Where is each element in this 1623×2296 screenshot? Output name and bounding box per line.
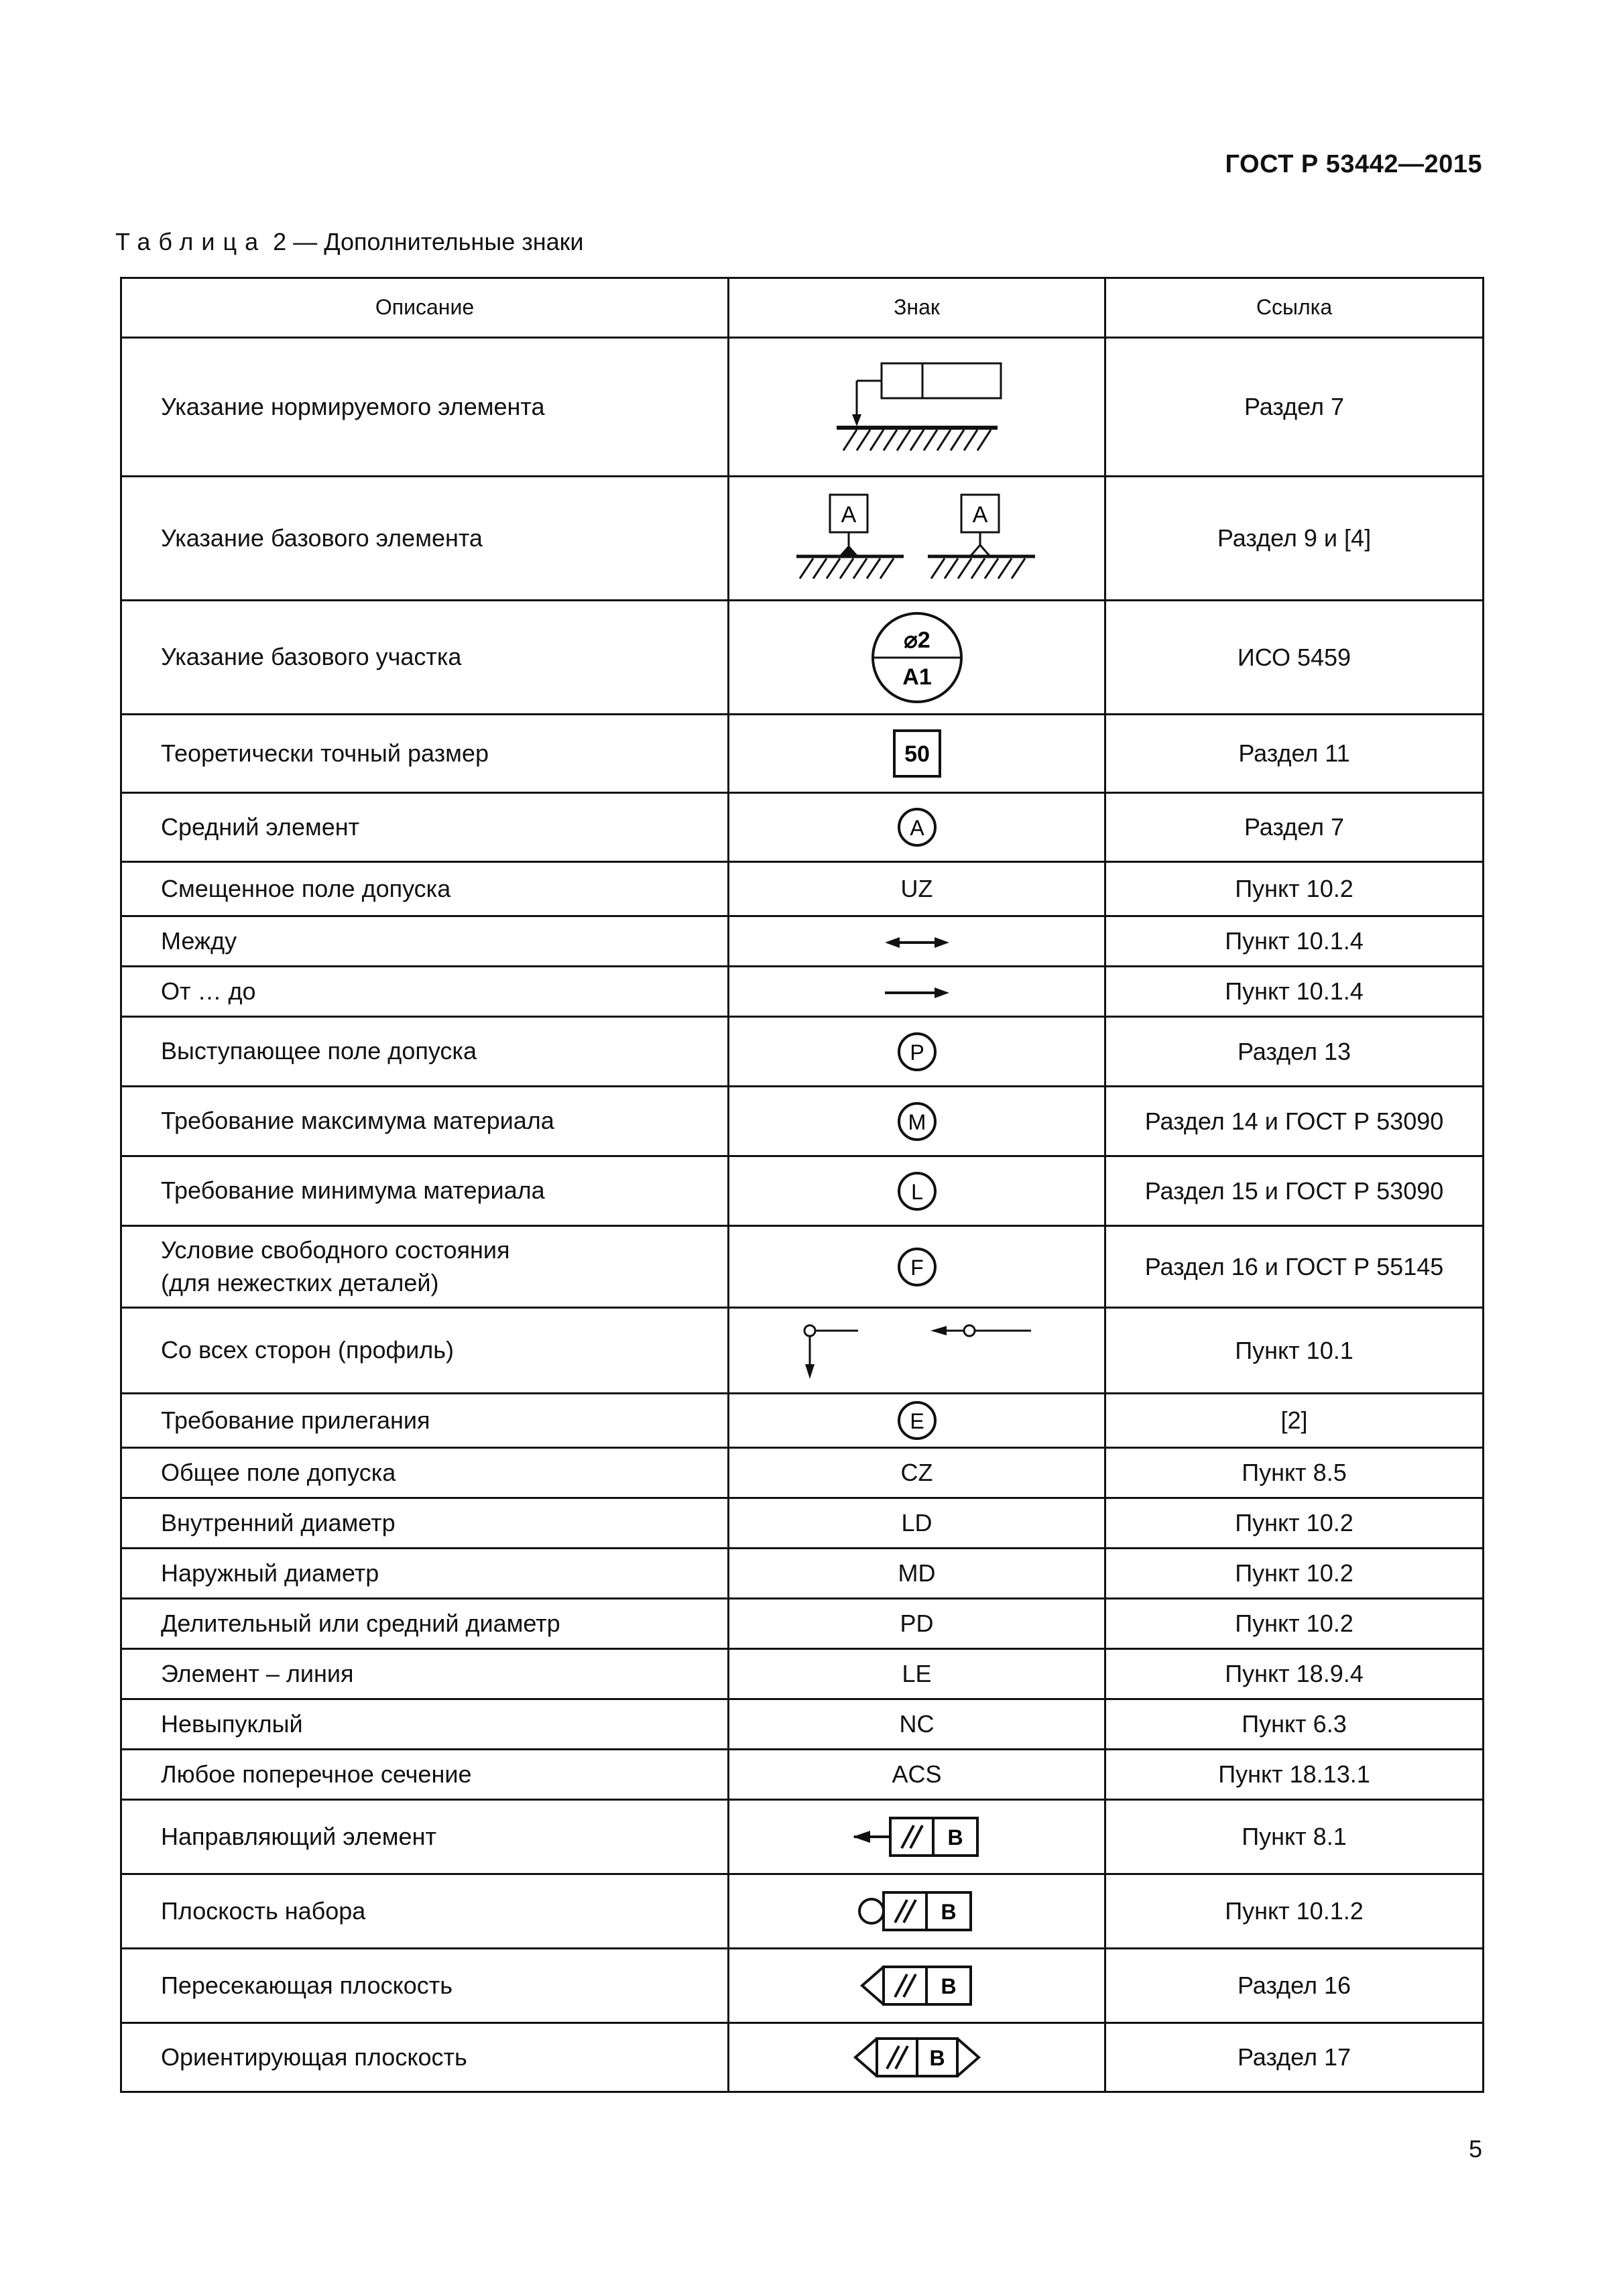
toleranced-feature-indicator-icon bbox=[830, 357, 1004, 457]
datum-letter: B bbox=[940, 1974, 957, 1998]
from-to-arrow-icon bbox=[884, 983, 951, 1003]
row-reference: Пункт 10.1 bbox=[1105, 1308, 1484, 1394]
row-description: Требование максимума материала bbox=[121, 1087, 729, 1156]
table-row bbox=[121, 793, 1484, 862]
row-sign bbox=[729, 1017, 1105, 1087]
row-description: Общее поле допуска bbox=[121, 1448, 729, 1498]
datum-target-label: A1 bbox=[902, 664, 932, 690]
row-sign bbox=[729, 916, 1105, 967]
row-reference: Пункт 6.3 bbox=[1105, 1699, 1484, 1750]
table-row bbox=[121, 1949, 1484, 2023]
column-header-description: Описание bbox=[121, 278, 729, 336]
row-description: Средний элемент bbox=[121, 793, 729, 862]
datum-letter: B bbox=[940, 1900, 957, 1924]
row-reference: Пункт 10.1.4 bbox=[1105, 967, 1484, 1017]
row-description: Невыпуклый bbox=[121, 1699, 729, 1750]
circled-letter: E bbox=[909, 1409, 924, 1433]
table-row bbox=[121, 715, 1484, 793]
collection-plane-icon bbox=[857, 1889, 977, 1933]
datum-feature-indicator-icon bbox=[790, 488, 1044, 589]
circled-letter: P bbox=[909, 1040, 924, 1065]
table-caption-title: Дополнительные знаки bbox=[324, 228, 584, 255]
row-description: Смещенное поле допуска bbox=[121, 862, 729, 916]
row-description: Между bbox=[121, 916, 729, 967]
datum-target-size: ⌀2 bbox=[903, 627, 930, 653]
table-row bbox=[121, 1308, 1484, 1394]
all-around-icon bbox=[796, 1317, 1038, 1384]
row-reference: Пункт 18.13.1 bbox=[1105, 1750, 1484, 1800]
table-row bbox=[121, 338, 1484, 477]
row-reference: Пункт 8.5 bbox=[1105, 1448, 1484, 1498]
row-description: Любое поперечное сечение bbox=[121, 1750, 729, 1800]
table-caption-number: 2 bbox=[273, 228, 287, 255]
circled-a-icon bbox=[896, 806, 939, 849]
row-reference: Раздел 13 bbox=[1105, 1017, 1484, 1087]
row-sign-text: MD bbox=[729, 1549, 1105, 1599]
row-sign bbox=[729, 715, 1105, 793]
row-description: Теоретически точный размер bbox=[121, 715, 729, 793]
table-row bbox=[121, 967, 1484, 1017]
circled-letter: A bbox=[909, 816, 924, 840]
circled-e-icon bbox=[896, 1399, 939, 1442]
row-reference: ИСО 5459 bbox=[1105, 601, 1484, 715]
table-row bbox=[121, 1156, 1484, 1226]
row-description: Внутренний диаметр bbox=[121, 1498, 729, 1549]
table-row bbox=[121, 1699, 1484, 1750]
table-row bbox=[121, 1649, 1484, 1699]
page-number: 5 bbox=[1468, 2135, 1482, 2163]
table-row bbox=[121, 1226, 1484, 1308]
table-row bbox=[121, 1394, 1484, 1448]
row-reference: Раздел 7 bbox=[1105, 793, 1484, 862]
row-sign bbox=[729, 1308, 1105, 1394]
row-description: Указание базового элемента bbox=[121, 477, 729, 601]
row-reference: Пункт 18.9.4 bbox=[1105, 1649, 1484, 1699]
datum-letter: B bbox=[947, 1825, 963, 1850]
row-reference: Пункт 10.2 bbox=[1105, 1549, 1484, 1599]
table-row bbox=[121, 1549, 1484, 1599]
row-sign bbox=[729, 1874, 1105, 1949]
row-description-line: (для нежестких деталей) bbox=[161, 1268, 439, 1296]
table-row bbox=[121, 1087, 1484, 1156]
row-reference: [2] bbox=[1105, 1394, 1484, 1448]
row-sign-text: NC bbox=[729, 1699, 1105, 1750]
table-row bbox=[121, 477, 1484, 601]
row-reference: Раздел 15 и ГОСТ Р 53090 bbox=[1105, 1156, 1484, 1226]
between-double-arrow-icon bbox=[884, 932, 951, 953]
circled-letter: L bbox=[910, 1179, 923, 1204]
row-reference: Пункт 8.1 bbox=[1105, 1800, 1484, 1874]
row-sign-text: ACS bbox=[729, 1750, 1105, 1800]
row-sign bbox=[729, 601, 1105, 715]
row-description: От … до bbox=[121, 967, 729, 1017]
table-row bbox=[121, 1448, 1484, 1498]
row-sign bbox=[729, 477, 1105, 601]
theoretically-exact-dimension-icon bbox=[890, 727, 944, 780]
row-description: Выступающее поле допуска bbox=[121, 1017, 729, 1087]
row-reference: Раздел 9 и [4] bbox=[1105, 477, 1484, 601]
row-sign bbox=[729, 793, 1105, 862]
row-sign-text: LE bbox=[729, 1649, 1105, 1699]
row-description: Требование прилегания bbox=[121, 1394, 729, 1448]
table-caption-dash: — bbox=[293, 228, 318, 255]
table-caption-label: Таблица bbox=[115, 228, 267, 255]
table-row bbox=[121, 601, 1484, 715]
row-sign bbox=[729, 2023, 1105, 2092]
row-reference: Раздел 11 bbox=[1105, 715, 1484, 793]
table-row bbox=[121, 2023, 1484, 2092]
row-reference: Раздел 14 и ГОСТ Р 53090 bbox=[1105, 1087, 1484, 1156]
datum-letter: A bbox=[972, 502, 987, 528]
row-reference: Раздел 17 bbox=[1105, 2023, 1484, 2092]
direction-feature-icon bbox=[850, 1815, 984, 1859]
orientation-plane-icon bbox=[850, 2035, 984, 2079]
row-sign-text: CZ bbox=[729, 1448, 1105, 1498]
table-caption bbox=[115, 228, 583, 256]
row-description: Указание базового участка bbox=[121, 601, 729, 715]
row-description: Ориентирующая плоскость bbox=[121, 2023, 729, 2092]
row-description-line: Условие свободного состояния bbox=[161, 1235, 510, 1264]
table-row bbox=[121, 1017, 1484, 1087]
row-reference: Пункт 10.1.2 bbox=[1105, 1874, 1484, 1949]
row-reference: Пункт 10.1.4 bbox=[1105, 916, 1484, 967]
row-sign bbox=[729, 1087, 1105, 1156]
row-description: Указание нормируемого элемента bbox=[121, 338, 729, 477]
row-reference: Раздел 16 и ГОСТ Р 55145 bbox=[1105, 1226, 1484, 1308]
row-sign-text: UZ bbox=[729, 862, 1105, 916]
table-row bbox=[121, 862, 1484, 916]
row-description: Со всех сторон (профиль) bbox=[121, 1308, 729, 1394]
row-sign bbox=[729, 338, 1105, 477]
table-header-row bbox=[121, 278, 1484, 336]
table-row bbox=[121, 916, 1484, 967]
row-sign-text: PD bbox=[729, 1599, 1105, 1649]
row-description: Наружный диаметр bbox=[121, 1549, 729, 1599]
row-description: Плоскость набора bbox=[121, 1874, 729, 1949]
table-row bbox=[121, 1599, 1484, 1649]
row-sign bbox=[729, 1394, 1105, 1448]
datum-letter: B bbox=[928, 2046, 945, 2070]
table-row bbox=[121, 1750, 1484, 1800]
row-description: Делительный или средний диаметр bbox=[121, 1599, 729, 1649]
exact-dimension-value: 50 bbox=[904, 741, 930, 767]
table-row bbox=[121, 1800, 1484, 1874]
circled-l-icon bbox=[896, 1170, 939, 1213]
row-sign-text: LD bbox=[729, 1498, 1105, 1549]
circled-letter: M bbox=[908, 1109, 926, 1134]
datum-letter: A bbox=[841, 502, 856, 528]
row-reference: Пункт 10.2 bbox=[1105, 1498, 1484, 1549]
row-reference: Раздел 7 bbox=[1105, 338, 1484, 477]
column-header-reference: Ссылка bbox=[1105, 278, 1484, 336]
row-description: Элемент – линия bbox=[121, 1649, 729, 1699]
row-sign bbox=[729, 1156, 1105, 1226]
row-description: Пересекающая плоскость bbox=[121, 1949, 729, 2023]
column-header-sign: Знак bbox=[729, 278, 1105, 336]
row-reference: Пункт 10.2 bbox=[1105, 1599, 1484, 1649]
document-code: ГОСТ Р 53442—2015 bbox=[1225, 150, 1482, 178]
row-description: Направляющий элемент bbox=[121, 1800, 729, 1874]
row-description bbox=[121, 1226, 729, 1308]
datum-target-icon bbox=[863, 607, 971, 708]
row-sign bbox=[729, 1800, 1105, 1874]
circled-letter: F bbox=[910, 1255, 924, 1280]
intersection-plane-icon bbox=[857, 1963, 977, 2008]
table-row bbox=[121, 1874, 1484, 1949]
row-description: Требование минимума материала bbox=[121, 1156, 729, 1226]
table-row bbox=[121, 1498, 1484, 1549]
additional-signs-table bbox=[120, 277, 1484, 2093]
row-sign bbox=[729, 1949, 1105, 2023]
circled-f-icon bbox=[896, 1246, 939, 1288]
row-reference: Пункт 10.2 bbox=[1105, 862, 1484, 916]
circled-p-icon bbox=[896, 1030, 939, 1073]
row-sign bbox=[729, 967, 1105, 1017]
row-reference: Раздел 16 bbox=[1105, 1949, 1484, 2023]
circled-m-icon bbox=[896, 1100, 939, 1143]
row-sign bbox=[729, 1226, 1105, 1308]
